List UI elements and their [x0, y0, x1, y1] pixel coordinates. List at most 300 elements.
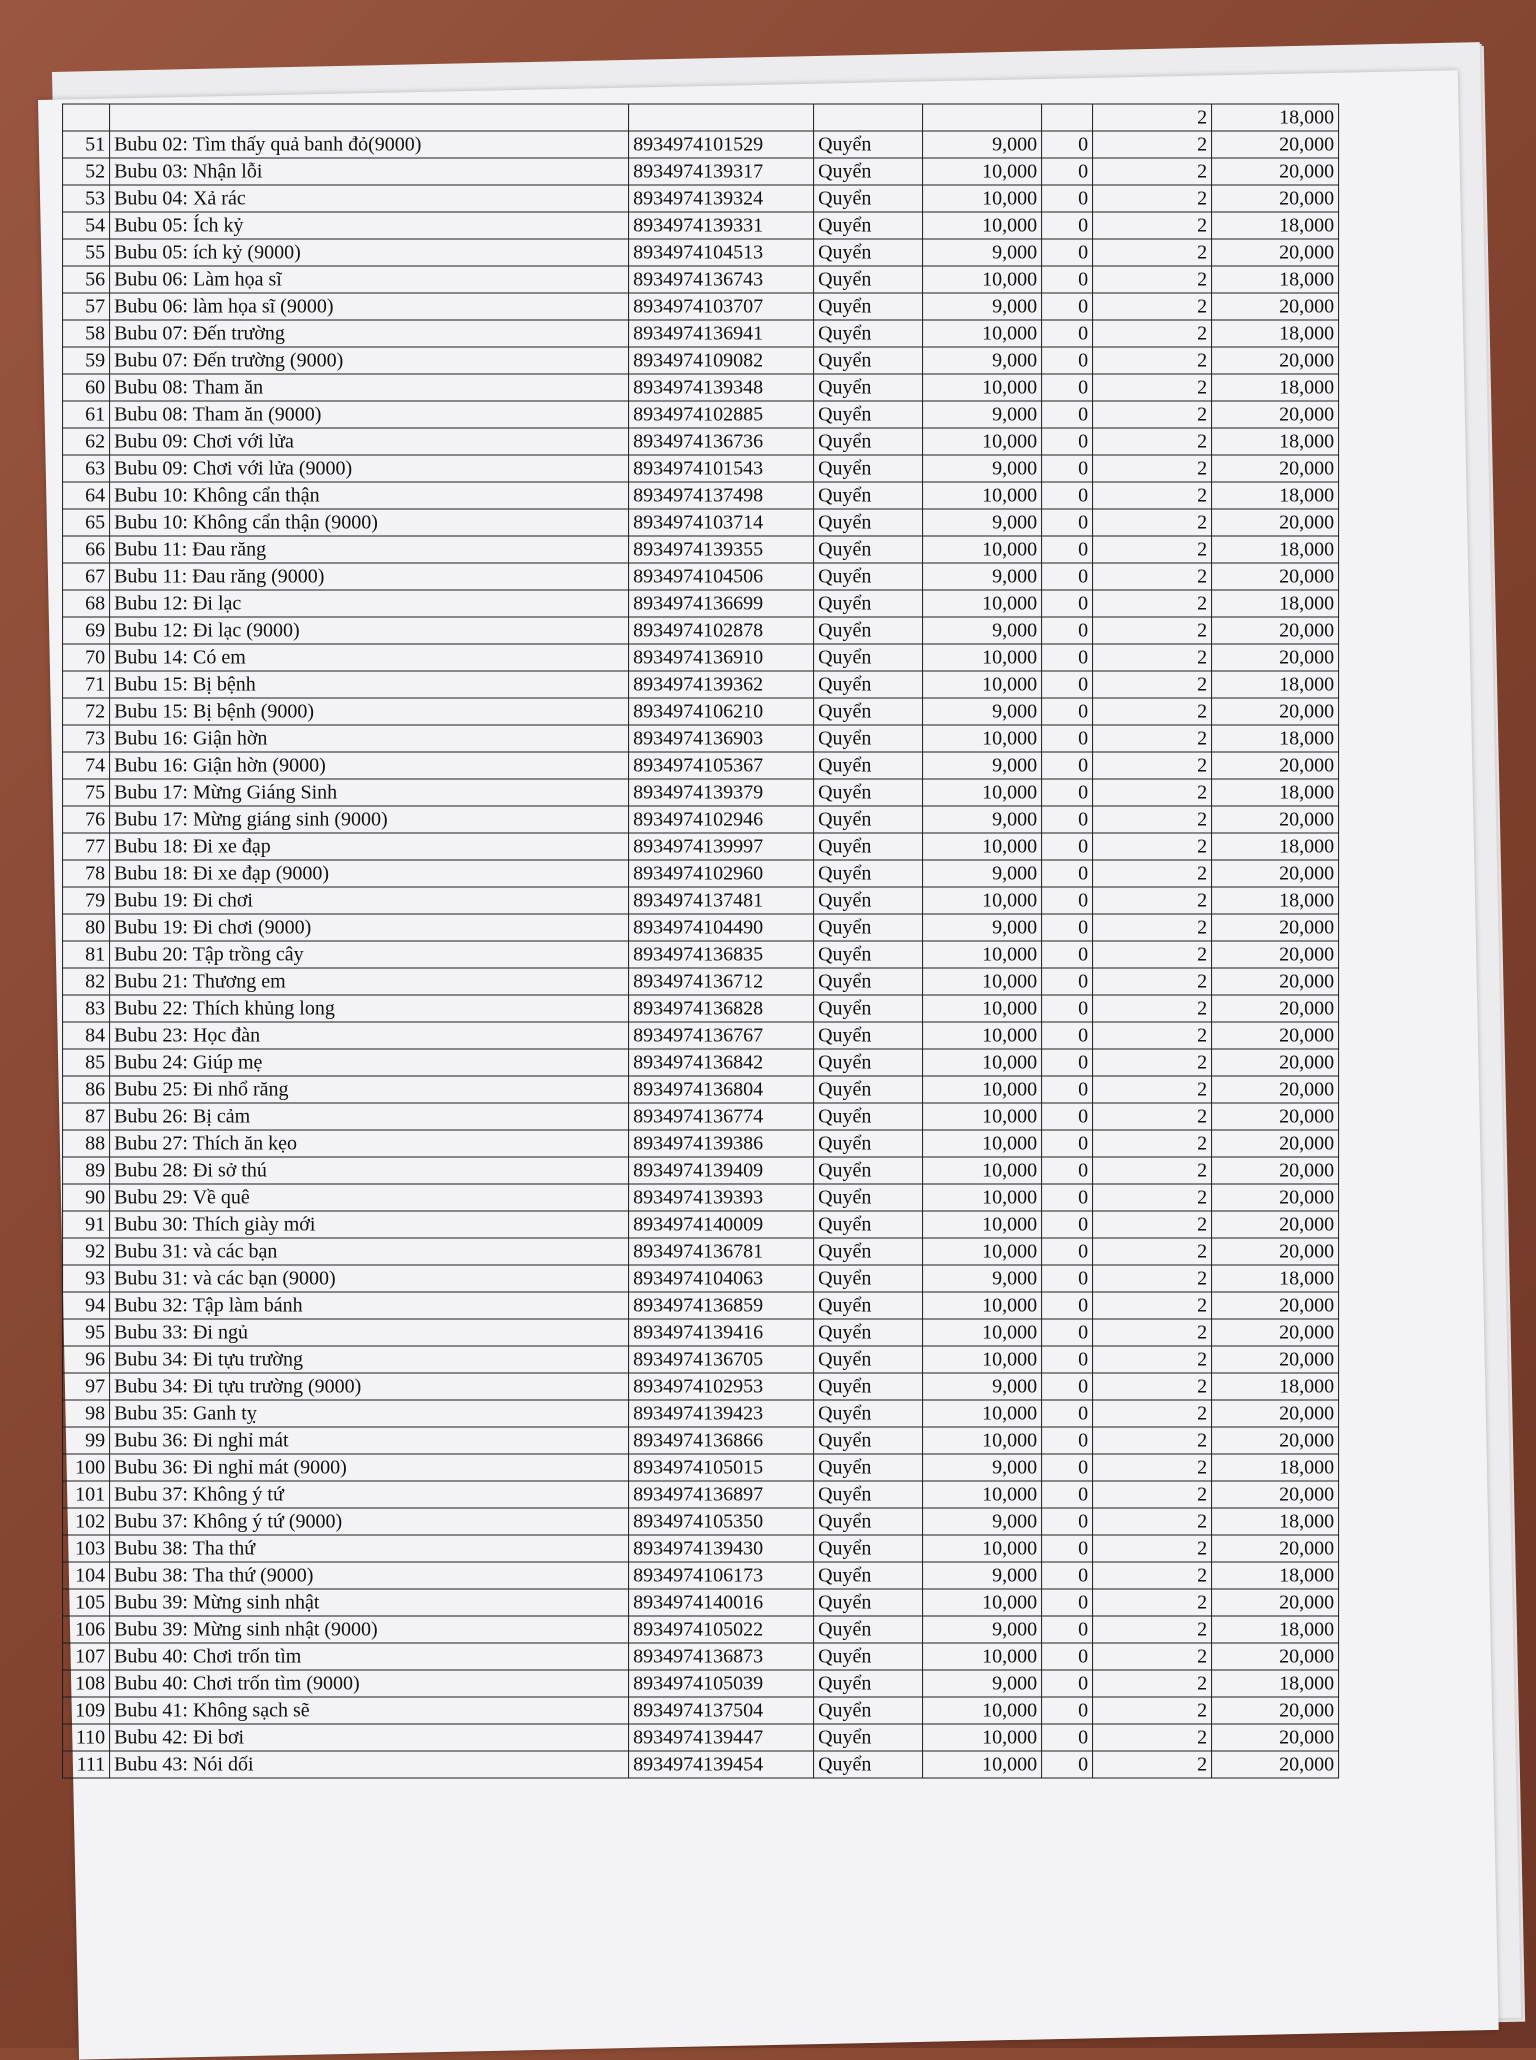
quantity-cell: 2	[1093, 779, 1212, 806]
total-cell: 18,000	[1212, 1562, 1339, 1589]
quantity-cell: 2	[1093, 806, 1212, 833]
zero-cell: 0	[1042, 1238, 1093, 1265]
quantity-cell: 2	[1093, 1643, 1212, 1670]
price-cell: 10,000	[923, 1481, 1042, 1508]
barcode-cell: 8934974139997	[629, 833, 814, 860]
total-cell: 18,000	[1212, 833, 1339, 860]
zero-cell: 0	[1042, 212, 1093, 239]
price-cell: 9,000	[923, 1562, 1042, 1589]
total-cell: 18,000	[1212, 266, 1339, 293]
unit-cell: Quyển	[814, 563, 923, 590]
name-cell: Bubu 07: Đến trường (9000)	[110, 347, 629, 374]
unit-cell: Quyển	[814, 1103, 923, 1130]
price-cell: 10,000	[923, 1400, 1042, 1427]
unit-cell: Quyển	[814, 698, 923, 725]
zero-cell: 0	[1042, 860, 1093, 887]
name-cell: Bubu 33: Đi ngủ	[110, 1319, 629, 1346]
quantity-cell: 2	[1093, 158, 1212, 185]
unit-cell: Quyển	[814, 833, 923, 860]
total-cell: 20,000	[1212, 941, 1339, 968]
table-row	[63, 1076, 1339, 1103]
barcode-cell: 8934974104490	[629, 914, 814, 941]
stt-cell: 97	[63, 1373, 110, 1400]
unit-cell: Quyển	[814, 968, 923, 995]
table-row	[63, 185, 1339, 212]
total-cell: 18,000	[1212, 671, 1339, 698]
name-cell: Bubu 09: Chơi với lửa	[110, 428, 629, 455]
total-cell: 20,000	[1212, 752, 1339, 779]
table-row	[63, 266, 1339, 293]
zero-cell: 0	[1042, 1211, 1093, 1238]
total-cell: 20,000	[1212, 239, 1339, 266]
table-row	[63, 1427, 1339, 1454]
price-cell: 9,000	[923, 752, 1042, 779]
unit-cell: Quyển	[814, 1454, 923, 1481]
quantity-cell: 2	[1093, 1319, 1212, 1346]
stt-cell: 96	[63, 1346, 110, 1373]
quantity-cell: 2	[1093, 1724, 1212, 1751]
name-cell: Bubu 06: Làm họa sĩ	[110, 266, 629, 293]
quantity-cell: 2	[1093, 1049, 1212, 1076]
table-row	[63, 563, 1339, 590]
stt-cell: 103	[63, 1535, 110, 1562]
table-row	[63, 482, 1339, 509]
price-cell: 9,000	[923, 239, 1042, 266]
total-cell: 20,000	[1212, 1076, 1339, 1103]
barcode-cell: 8934974102946	[629, 806, 814, 833]
zero-cell: 0	[1042, 644, 1093, 671]
zero-cell: 0	[1042, 266, 1093, 293]
name-cell: Bubu 10: Không cẩn thận (9000)	[110, 509, 629, 536]
total-cell: 18,000	[1212, 590, 1339, 617]
barcode-cell: 8934974137481	[629, 887, 814, 914]
document-page	[38, 70, 1499, 2059]
quantity-cell: 2	[1093, 752, 1212, 779]
quantity-cell: 2	[1093, 1076, 1212, 1103]
stt-cell: 110	[63, 1724, 110, 1751]
barcode-cell: 8934974140016	[629, 1589, 814, 1616]
barcode-cell: 8934974105350	[629, 1508, 814, 1535]
total-cell: 18,000	[1212, 104, 1339, 131]
zero-cell: 0	[1042, 536, 1093, 563]
table-row	[63, 806, 1339, 833]
stt-cell: 61	[63, 401, 110, 428]
stt-cell: 101	[63, 1481, 110, 1508]
name-cell: Bubu 09: Chơi với lửa (9000)	[110, 455, 629, 482]
barcode-cell: 8934974136705	[629, 1346, 814, 1373]
stt-cell: 98	[63, 1400, 110, 1427]
unit-cell: Quyển	[814, 779, 923, 806]
name-cell: Bubu 32: Tập làm bánh	[110, 1292, 629, 1319]
quantity-cell: 2	[1093, 887, 1212, 914]
stt-cell: 92	[63, 1238, 110, 1265]
price-cell: 9,000	[923, 617, 1042, 644]
table-row	[63, 455, 1339, 482]
unit-cell: Quyển	[814, 752, 923, 779]
barcode-cell: 8934974139324	[629, 185, 814, 212]
zero-cell: 0	[1042, 914, 1093, 941]
name-cell: Bubu 15: Bị bệnh	[110, 671, 629, 698]
price-cell: 9,000	[923, 347, 1042, 374]
price-cell: 9,000	[923, 1508, 1042, 1535]
stt-cell: 94	[63, 1292, 110, 1319]
quantity-cell: 2	[1093, 1427, 1212, 1454]
stt-cell: 68	[63, 590, 110, 617]
barcode-cell: 8934974139423	[629, 1400, 814, 1427]
name-cell: Bubu 40: Chơi trốn tìm (9000)	[110, 1670, 629, 1697]
name-cell: Bubu 17: Mừng giáng sinh (9000)	[110, 806, 629, 833]
quantity-cell: 2	[1093, 1373, 1212, 1400]
table-row	[63, 1400, 1339, 1427]
total-cell: 20,000	[1212, 995, 1339, 1022]
unit-cell: Quyển	[814, 1697, 923, 1724]
price-cell: 10,000	[923, 644, 1042, 671]
price-cell: 10,000	[923, 1427, 1042, 1454]
quantity-cell: 2	[1093, 428, 1212, 455]
barcode-cell: 8934974105367	[629, 752, 814, 779]
quantity-cell: 2	[1093, 1130, 1212, 1157]
table-row	[63, 779, 1339, 806]
zero-cell: 0	[1042, 1319, 1093, 1346]
price-cell: 10,000	[923, 725, 1042, 752]
price-cell: 10,000	[923, 1238, 1042, 1265]
total-cell: 20,000	[1212, 1319, 1339, 1346]
table-row	[63, 968, 1339, 995]
quantity-cell: 2	[1093, 1022, 1212, 1049]
table-row	[63, 1157, 1339, 1184]
total-cell: 20,000	[1212, 131, 1339, 158]
barcode-cell: 8934974139430	[629, 1535, 814, 1562]
unit-cell: Quyển	[814, 320, 923, 347]
zero-cell: 0	[1042, 509, 1093, 536]
name-cell: Bubu 34: Đi tựu trường (9000)	[110, 1373, 629, 1400]
unit-cell: Quyển	[814, 509, 923, 536]
stt-cell: 106	[63, 1616, 110, 1643]
quantity-cell: 2	[1093, 293, 1212, 320]
table-row	[63, 347, 1339, 374]
zero-cell: 0	[1042, 347, 1093, 374]
zero-cell: 0	[1042, 752, 1093, 779]
unit-cell: Quyển	[814, 644, 923, 671]
unit-cell: Quyển	[814, 1292, 923, 1319]
name-cell: Bubu 02: Tìm thấy quả banh đỏ(9000)	[110, 131, 629, 158]
unit-cell: Quyển	[814, 914, 923, 941]
unit-cell: Quyển	[814, 1643, 923, 1670]
price-cell: 10,000	[923, 266, 1042, 293]
price-cell: 9,000	[923, 293, 1042, 320]
price-cell: 10,000	[923, 1049, 1042, 1076]
barcode-cell: 8934974139317	[629, 158, 814, 185]
price-cell: 10,000	[923, 536, 1042, 563]
unit-cell: Quyển	[814, 806, 923, 833]
unit-cell: Quyển	[814, 617, 923, 644]
price-cell: 10,000	[923, 1157, 1042, 1184]
quantity-cell: 2	[1093, 1670, 1212, 1697]
total-cell: 20,000	[1212, 1643, 1339, 1670]
total-cell: 18,000	[1212, 1508, 1339, 1535]
name-cell: Bubu 16: Giận hờn	[110, 725, 629, 752]
stt-cell: 105	[63, 1589, 110, 1616]
price-cell: 10,000	[923, 1643, 1042, 1670]
barcode-cell: 8934974106210	[629, 698, 814, 725]
price-cell: 10,000	[923, 671, 1042, 698]
stt-cell: 76	[63, 806, 110, 833]
name-cell: Bubu 31: và các bạn	[110, 1238, 629, 1265]
stt-cell: 72	[63, 698, 110, 725]
stt-cell: 77	[63, 833, 110, 860]
barcode-cell: 8934974139379	[629, 779, 814, 806]
price-cell: 10,000	[923, 995, 1042, 1022]
table-row	[63, 833, 1339, 860]
name-cell: Bubu 42: Đi bơi	[110, 1724, 629, 1751]
stt-cell: 56	[63, 266, 110, 293]
name-cell: Bubu 04: Xả rác	[110, 185, 629, 212]
price-cell: 9,000	[923, 509, 1042, 536]
total-cell: 20,000	[1212, 1157, 1339, 1184]
barcode-cell: 8934974104063	[629, 1265, 814, 1292]
stt-cell: 89	[63, 1157, 110, 1184]
price-cell: 9,000	[923, 806, 1042, 833]
unit-cell: Quyển	[814, 1535, 923, 1562]
total-cell: 20,000	[1212, 968, 1339, 995]
quantity-cell: 2	[1093, 1292, 1212, 1319]
table-row	[63, 1346, 1339, 1373]
zero-cell: 0	[1042, 320, 1093, 347]
barcode-cell: 8934974136828	[629, 995, 814, 1022]
stt-cell: 53	[63, 185, 110, 212]
barcode-cell: 8934974136835	[629, 941, 814, 968]
table-row	[63, 914, 1339, 941]
stt-cell: 100	[63, 1454, 110, 1481]
zero-cell	[1042, 104, 1093, 131]
barcode-cell: 8934974136897	[629, 1481, 814, 1508]
barcode-cell: 8934974105022	[629, 1616, 814, 1643]
total-cell: 20,000	[1212, 806, 1339, 833]
unit-cell: Quyển	[814, 536, 923, 563]
zero-cell: 0	[1042, 1157, 1093, 1184]
barcode-cell: 8934974136873	[629, 1643, 814, 1670]
table-row	[63, 1751, 1339, 1778]
stt-cell: 65	[63, 509, 110, 536]
barcode-cell: 8934974139355	[629, 536, 814, 563]
unit-cell: Quyển	[814, 1157, 923, 1184]
name-cell: Bubu 37: Không ý tứ	[110, 1481, 629, 1508]
quantity-cell: 2	[1093, 185, 1212, 212]
price-cell: 9,000	[923, 1454, 1042, 1481]
name-cell: Bubu 16: Giận hờn (9000)	[110, 752, 629, 779]
name-cell: Bubu 18: Đi xe đạp (9000)	[110, 860, 629, 887]
unit-cell: Quyển	[814, 239, 923, 266]
barcode-cell: 8934974137498	[629, 482, 814, 509]
stt-cell: 102	[63, 1508, 110, 1535]
name-cell: Bubu 40: Chơi trốn tìm	[110, 1643, 629, 1670]
unit-cell: Quyển	[814, 1562, 923, 1589]
table-row	[63, 1562, 1339, 1589]
zero-cell: 0	[1042, 239, 1093, 266]
barcode-cell: 8934974102885	[629, 401, 814, 428]
barcode-cell: 8934974139454	[629, 1751, 814, 1778]
price-cell: 9,000	[923, 455, 1042, 482]
name-cell: Bubu 20: Tập trồng cây	[110, 941, 629, 968]
unit-cell: Quyển	[814, 887, 923, 914]
total-cell: 18,000	[1212, 482, 1339, 509]
unit-cell: Quyển	[814, 1427, 923, 1454]
barcode-cell: 8934974104506	[629, 563, 814, 590]
stt-cell: 86	[63, 1076, 110, 1103]
quantity-cell: 2	[1093, 1481, 1212, 1508]
price-cell: 10,000	[923, 1535, 1042, 1562]
name-cell: Bubu 31: và các bạn (9000)	[110, 1265, 629, 1292]
stt-cell: 81	[63, 941, 110, 968]
name-cell: Bubu 35: Ganh tỵ	[110, 1400, 629, 1427]
unit-cell: Quyển	[814, 1319, 923, 1346]
total-cell: 20,000	[1212, 1400, 1339, 1427]
total-cell: 20,000	[1212, 1697, 1339, 1724]
total-cell: 18,000	[1212, 1373, 1339, 1400]
zero-cell: 0	[1042, 1130, 1093, 1157]
quantity-cell: 2	[1093, 1265, 1212, 1292]
barcode-cell: 8934974104513	[629, 239, 814, 266]
table-row	[63, 1589, 1339, 1616]
price-cell: 10,000	[923, 1346, 1042, 1373]
stt-cell: 62	[63, 428, 110, 455]
name-cell: Bubu 19: Đi chơi (9000)	[110, 914, 629, 941]
table-row	[63, 698, 1339, 725]
table-row	[63, 1373, 1339, 1400]
price-cell: 9,000	[923, 914, 1042, 941]
name-cell: Bubu 21: Thương em	[110, 968, 629, 995]
total-cell: 20,000	[1212, 698, 1339, 725]
name-cell: Bubu 39: Mừng sinh nhật (9000)	[110, 1616, 629, 1643]
name-cell: Bubu 25: Đi nhổ răng	[110, 1076, 629, 1103]
barcode-cell: 8934974139386	[629, 1130, 814, 1157]
zero-cell: 0	[1042, 1589, 1093, 1616]
barcode-cell: 8934974136842	[629, 1049, 814, 1076]
quantity-cell: 2	[1093, 1562, 1212, 1589]
total-cell: 18,000	[1212, 428, 1339, 455]
stt-cell: 87	[63, 1103, 110, 1130]
zero-cell: 0	[1042, 698, 1093, 725]
zero-cell: 0	[1042, 1670, 1093, 1697]
table-row	[63, 644, 1339, 671]
price-cell: 9,000	[923, 698, 1042, 725]
zero-cell: 0	[1042, 1643, 1093, 1670]
total-cell: 18,000	[1212, 1670, 1339, 1697]
zero-cell: 0	[1042, 1076, 1093, 1103]
zero-cell: 0	[1042, 1427, 1093, 1454]
total-cell: 20,000	[1212, 617, 1339, 644]
name-cell: Bubu 34: Đi tựu trường	[110, 1346, 629, 1373]
total-cell: 20,000	[1212, 293, 1339, 320]
barcode-cell	[629, 104, 814, 131]
unit-cell: Quyển	[814, 428, 923, 455]
zero-cell: 0	[1042, 455, 1093, 482]
total-cell: 20,000	[1212, 1238, 1339, 1265]
table-row	[63, 671, 1339, 698]
zero-cell: 0	[1042, 482, 1093, 509]
total-cell: 20,000	[1212, 1022, 1339, 1049]
quantity-cell: 2	[1093, 482, 1212, 509]
quantity-cell: 2	[1093, 212, 1212, 239]
stt-cell: 109	[63, 1697, 110, 1724]
stt-cell: 84	[63, 1022, 110, 1049]
price-cell: 10,000	[923, 374, 1042, 401]
quantity-cell: 2	[1093, 725, 1212, 752]
stt-cell: 107	[63, 1643, 110, 1670]
barcode-cell: 8934974136781	[629, 1238, 814, 1265]
total-cell: 20,000	[1212, 563, 1339, 590]
table-row	[63, 1670, 1339, 1697]
unit-cell: Quyển	[814, 293, 923, 320]
quantity-cell: 2	[1093, 347, 1212, 374]
table-row	[63, 887, 1339, 914]
price-cell: 10,000	[923, 1724, 1042, 1751]
stt-cell: 73	[63, 725, 110, 752]
name-cell: Bubu 08: Tham ăn (9000)	[110, 401, 629, 428]
name-cell: Bubu 30: Thích giày mới	[110, 1211, 629, 1238]
unit-cell: Quyển	[814, 590, 923, 617]
price-cell: 10,000	[923, 428, 1042, 455]
quantity-cell: 2	[1093, 968, 1212, 995]
quantity-cell: 2	[1093, 1589, 1212, 1616]
barcode-cell: 8934974139348	[629, 374, 814, 401]
zero-cell: 0	[1042, 1508, 1093, 1535]
unit-cell	[814, 104, 923, 131]
quantity-cell: 2	[1093, 671, 1212, 698]
stt-cell: 54	[63, 212, 110, 239]
total-cell: 20,000	[1212, 1427, 1339, 1454]
stt-cell	[63, 104, 110, 131]
total-cell: 18,000	[1212, 779, 1339, 806]
zero-cell: 0	[1042, 401, 1093, 428]
unit-cell: Quyển	[814, 1265, 923, 1292]
carry-over-row	[63, 104, 1339, 131]
total-cell: 20,000	[1212, 1589, 1339, 1616]
stt-cell: 104	[63, 1562, 110, 1589]
table-row	[63, 1049, 1339, 1076]
unit-cell: Quyển	[814, 1238, 923, 1265]
table-row	[63, 1616, 1339, 1643]
zero-cell: 0	[1042, 131, 1093, 158]
total-cell: 20,000	[1212, 185, 1339, 212]
table-row	[63, 590, 1339, 617]
table-row	[63, 374, 1339, 401]
unit-cell: Quyển	[814, 401, 923, 428]
name-cell: Bubu 05: Ích kỷ	[110, 212, 629, 239]
price-cell: 10,000	[923, 1292, 1042, 1319]
table-row	[63, 1292, 1339, 1319]
price-cell: 10,000	[923, 941, 1042, 968]
stt-cell: 59	[63, 347, 110, 374]
zero-cell: 0	[1042, 1400, 1093, 1427]
quantity-cell: 2	[1093, 104, 1212, 131]
barcode-cell: 8934974136941	[629, 320, 814, 347]
zero-cell: 0	[1042, 428, 1093, 455]
barcode-cell: 8934974109082	[629, 347, 814, 374]
zero-cell: 0	[1042, 590, 1093, 617]
quantity-cell: 2	[1093, 239, 1212, 266]
price-cell: 10,000	[923, 1130, 1042, 1157]
name-cell: Bubu 12: Đi lạc	[110, 590, 629, 617]
stt-cell: 58	[63, 320, 110, 347]
table-row	[63, 617, 1339, 644]
quantity-cell: 2	[1093, 1616, 1212, 1643]
stt-cell: 69	[63, 617, 110, 644]
unit-cell: Quyển	[814, 1589, 923, 1616]
unit-cell: Quyển	[814, 1130, 923, 1157]
barcode-cell: 8934974136859	[629, 1292, 814, 1319]
total-cell: 20,000	[1212, 1751, 1339, 1778]
